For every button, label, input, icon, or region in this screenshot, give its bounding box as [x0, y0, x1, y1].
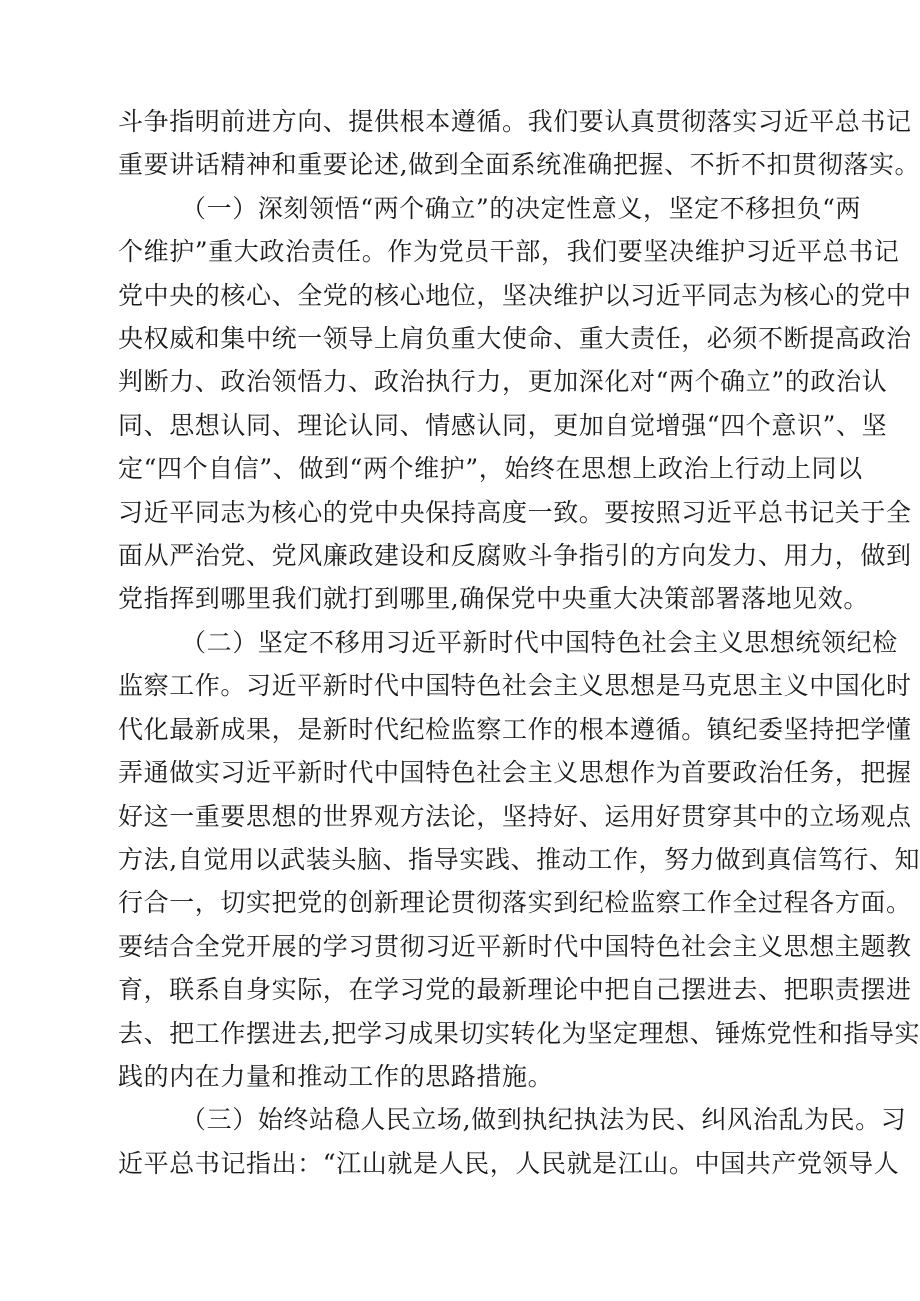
text-line: 践的内在力量和推动工作的思路措施。: [118, 1061, 554, 1091]
text-line: 弄通做实习近平新时代中国特色社会主义思想作为首要政治任务，把握: [118, 758, 912, 788]
text-line: 党中央的核心、全党的核心地位，坚决维护以习近平同志为核心的党中: [118, 280, 912, 310]
text-line: 育，联系自身实际，在学习党的最新理论中把自己摆进去、把职责摆进: [118, 975, 912, 1005]
text-line: 好这一重要思想的世界观方法论，坚持好、运用好贯穿其中的立场观点: [118, 801, 912, 831]
text-line: （三）始终站稳人民立场,做到执纪执法为民、纠风治乱为民。习: [181, 1105, 907, 1135]
paragraph-2: [118, 621, 920, 1098]
text-line: 习近平同志为核心的党中央保持高度一致。要按照习近平总书记关于全: [118, 497, 912, 527]
text-line: 党指挥到哪里我们就打到哪里,确保党中央重大决策部署落地见效。: [118, 584, 869, 614]
text-line: 去、把工作摆进去,把学习成果切实转化为坚定理想、锤炼党性和指导实: [118, 1018, 920, 1048]
text-line: 央权威和集中统一领导上肩负重大使命、重大责任，必须不断提高政治: [118, 324, 912, 354]
text-line: （二）坚定不移用习近平新时代中国特色社会主义思想统领纪检: [181, 627, 898, 657]
text-line: 个维护”重大政治责任。作为党员干部，我们要坚决维护习近平总书记: [118, 237, 900, 267]
text-line: 近平总书记指出：“江山就是人民，人民就是江山。中国共产党领导人: [118, 1148, 900, 1178]
text-line: 监察工作。习近平新时代中国特色社会主义思想是马克思主义中国化时: [118, 671, 912, 701]
text-line: 定“四个自信”、做到“两个维护”，始终在思想上政治上行动上同以: [118, 454, 863, 484]
text-line: 判断力、政治领悟力、政治执行力，更加深化对“两个确立”的政治认: [118, 367, 888, 397]
paragraph-0: [118, 100, 920, 187]
text-line: 行合一，切实把党的创新理论贯彻落实到纪检监察工作全过程各方面。: [118, 888, 912, 918]
text-line: 要结合全党开展的学习贯彻习近平新时代中国特色社会主义思想主题教: [118, 931, 912, 961]
document-body: [118, 100, 920, 1185]
text-line: 重要讲话精神和重要论述,做到全面系统准确把握、不折不扣贯彻落实。: [118, 150, 920, 180]
text-line: 斗争指明前进方向、提供根本遵循。我们要认真贯彻落实习近平总书记: [118, 107, 912, 136]
paragraph-1: [118, 187, 912, 621]
text-line: （一）深刻领悟“两个确立”的决定性意义，坚定不移担负“两: [181, 193, 862, 223]
text-line: 同、思想认同、理论认同、情感认同，更加自觉增强“四个意识”、坚: [118, 410, 888, 440]
text-line: 面从严治党、党风廉政建设和反腐败斗争指引的方向发力、用力，做到: [118, 541, 912, 571]
text-line: 方法,自觉用以武装头脑、指导实践、推动工作，努力做到真信笃行、知: [118, 844, 920, 874]
text-line: 代化最新成果，是新时代纪检监察工作的根本遵循。镇纪委坚持把学懂: [118, 714, 912, 744]
paragraph-3: [118, 1098, 907, 1185]
